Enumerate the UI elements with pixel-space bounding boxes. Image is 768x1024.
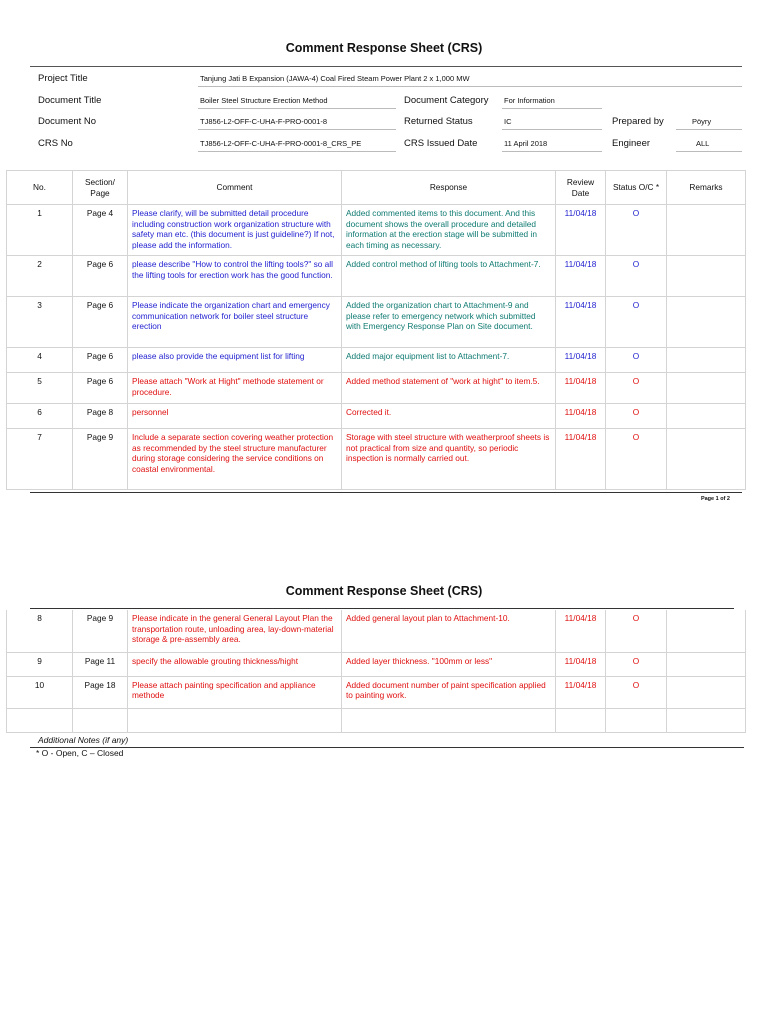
row-page: Page 6 (73, 297, 128, 348)
row-date: 11/04/18 (556, 676, 606, 708)
row-empty-cell (73, 708, 128, 732)
col-header-status: Status O/C * (606, 171, 667, 205)
row-remarks (667, 373, 746, 404)
row-no: 3 (7, 297, 73, 348)
additional-notes-label: Additional Notes (if any) (38, 735, 129, 745)
project-title-label: Project Title (38, 73, 88, 84)
row-no: 1 (7, 205, 73, 256)
document-category-label: Document Category (404, 95, 489, 106)
row-empty-cell (128, 708, 342, 732)
header-divider (30, 66, 742, 67)
row-empty-cell (606, 708, 667, 732)
col-header-response: Response (342, 171, 556, 205)
row-remarks (667, 256, 746, 297)
table-row (7, 205, 746, 256)
document-category-value: For Information (504, 96, 555, 105)
row-response: Added method statement of "work at hight" to item.5. (342, 373, 556, 404)
row-response: Storage with steel structure with weatherproof sheets is not practical from size and quantity, so periodic inspection is normally carried out. (342, 429, 556, 490)
row-status: O (606, 429, 667, 490)
row-remarks (667, 676, 746, 708)
row-date: 11/04/18 (556, 256, 606, 297)
page2-header-divider (30, 608, 734, 609)
row-no: 6 (7, 404, 73, 429)
row-page: Page 6 (73, 348, 128, 373)
row-remarks (667, 610, 746, 652)
row-comment: Please indicate the organization chart and emergency communication network for boiler steel structure erection (128, 297, 342, 348)
document-title-label: Document Title (38, 95, 102, 106)
row-page: Page 11 (73, 652, 128, 676)
row-comment: Include a separate section covering weather protection as recommended by the steel structure manufacturer during storage considering the service conditions on coastal environmental. (128, 429, 342, 490)
crs-no-value: TJ856-L2-OFF-C-UHA-F-PRO-0001-8_CRS_PE (200, 139, 362, 148)
row-status: O (606, 404, 667, 429)
row-comment: please describe "How to control the lifting tools?" so all the lifting tools for erection work has the good function. (128, 256, 342, 297)
row-comment: Please attach painting specification and appliance methode (128, 676, 342, 708)
row-comment: Please attach "Work at Hight" methode statement or procedure. (128, 373, 342, 404)
returned-status-underline (502, 129, 602, 130)
table-row (7, 610, 746, 652)
document-no-label: Document No (38, 116, 97, 127)
row-date: 11/04/18 (556, 404, 606, 429)
row-date: 11/04/18 (556, 205, 606, 256)
row-response: Added document number of paint specification applied to painting work. (342, 676, 556, 708)
project-title-value: Tanjung Jati B Expansion (JAWA-4) Coal Fired Steam Power Plant 2 x 1,000 MW (200, 74, 470, 83)
row-date: 11/04/18 (556, 429, 606, 490)
notes-divider (30, 747, 744, 748)
document-category-underline (502, 108, 602, 109)
page-number: Page 1 of 2 (700, 496, 730, 502)
row-empty-cell (7, 708, 73, 732)
comment-table (6, 170, 746, 490)
col-header-remarks: Remarks (667, 171, 746, 205)
document-title-underline (198, 108, 396, 109)
row-response: Added major equipment list to Attachment-7. (342, 348, 556, 373)
row-no: 5 (7, 373, 73, 404)
row-page: Page 6 (73, 373, 128, 404)
row-response: Added control method of lifting tools to Attachment-7. (342, 256, 556, 297)
col-header-no: No. (7, 171, 73, 205)
prepared-by-value: Pöyry (692, 117, 712, 126)
crs-issued-date-underline (502, 151, 602, 152)
document-no-value: TJ856-L2-OFF-C-UHA-F-PRO-0001-8 (200, 117, 328, 126)
crs-no-label: CRS No (38, 138, 73, 149)
col-header-section: Section/ Page (73, 171, 128, 205)
row-page: Page 18 (73, 676, 128, 708)
engineer-value: ALL (696, 139, 710, 148)
row-date: 11/04/18 (556, 348, 606, 373)
row-status: O (606, 297, 667, 348)
comment-table-continued (6, 610, 746, 733)
table-row (7, 676, 746, 708)
page-title: Comment Response Sheet (CRS) (285, 41, 483, 55)
col-header-comment: Comment (128, 171, 342, 205)
row-comment: Please indicate in the general General Layout Plan the transportation route, unloading area, lay-down-material storage & pre-assembly area. (128, 610, 342, 652)
row-page: Page 9 (73, 429, 128, 490)
engineer-underline (676, 151, 742, 152)
row-empty-cell (556, 708, 606, 732)
row-comment: specify the allowable grouting thickness/hight (128, 652, 342, 676)
row-response: Added the organization chart to Attachment-9 and please refer to emergency network which submitted with Emergency Response Plan on Site document. (342, 297, 556, 348)
row-no: 7 (7, 429, 73, 490)
row-page: Page 6 (73, 256, 128, 297)
crs-issued-date-value: 11 April 2018 (504, 139, 548, 148)
row-remarks (667, 652, 746, 676)
row-page: Page 9 (73, 610, 128, 652)
row-date: 11/04/18 (556, 610, 606, 652)
row-date: 11/04/18 (556, 652, 606, 676)
page2-title: Comment Response Sheet (CRS) (285, 584, 483, 598)
row-response: Corrected it. (342, 404, 556, 429)
crs-no-underline (198, 151, 396, 152)
prepared-by-underline (676, 129, 742, 130)
engineer-label: Engineer (612, 138, 651, 149)
row-remarks (667, 205, 746, 256)
table-row-empty (7, 708, 746, 732)
document-title-value: Boiler Steel Structure Erection Method (200, 96, 328, 105)
row-remarks (667, 297, 746, 348)
crs-issued-date-label: CRS Issued Date (404, 138, 478, 149)
row-page: Page 8 (73, 404, 128, 429)
row-empty-cell (342, 708, 556, 732)
row-empty-cell (667, 708, 746, 732)
row-no: 4 (7, 348, 73, 373)
table-row (7, 297, 746, 348)
row-comment: please also provide the equipment list for lifting (128, 348, 342, 373)
col-header-review-date: Review Date (556, 171, 606, 205)
row-comment: personnel (128, 404, 342, 429)
prepared-by-label: Prepared by (612, 116, 664, 127)
table-row (7, 404, 746, 429)
row-comment: Please clarify, will be submitted detail procedure including construction work organization structure with safety man etc. (this document is just guideline?) If not, please add the information. (128, 205, 342, 256)
table-bottom-line (30, 492, 742, 493)
table-row (7, 429, 746, 490)
row-status: O (606, 256, 667, 297)
row-date: 11/04/18 (556, 373, 606, 404)
document-no-underline (198, 129, 396, 130)
table-row (7, 652, 746, 676)
project-title-underline (198, 86, 742, 87)
row-remarks (667, 404, 746, 429)
row-page: Page 4 (73, 205, 128, 256)
row-response: Added layer thickness. "100mm or less" (342, 652, 556, 676)
row-no: 8 (7, 610, 73, 652)
row-no: 9 (7, 652, 73, 676)
row-status: O (606, 348, 667, 373)
row-response: Added commented items to this document. And this document shows the overall procedure and detailed information at the erection stage will be submitted in each timing as necessary. (342, 205, 556, 256)
table-row (7, 373, 746, 404)
row-status: O (606, 652, 667, 676)
table-row (7, 256, 746, 297)
row-remarks (667, 348, 746, 373)
row-no: 2 (7, 256, 73, 297)
row-remarks (667, 429, 746, 490)
row-response: Added general layout plan to Attachment-10. (342, 610, 556, 652)
status-legend: * O - Open, C – Closed (36, 748, 124, 758)
returned-status-label: Returned Status (404, 116, 473, 127)
row-status: O (606, 373, 667, 404)
returned-status-value: IC (504, 117, 512, 126)
row-no: 10 (7, 676, 73, 708)
row-date: 11/04/18 (556, 297, 606, 348)
row-status: O (606, 676, 667, 708)
table-row (7, 348, 746, 373)
row-status: O (606, 205, 667, 256)
row-status: O (606, 610, 667, 652)
